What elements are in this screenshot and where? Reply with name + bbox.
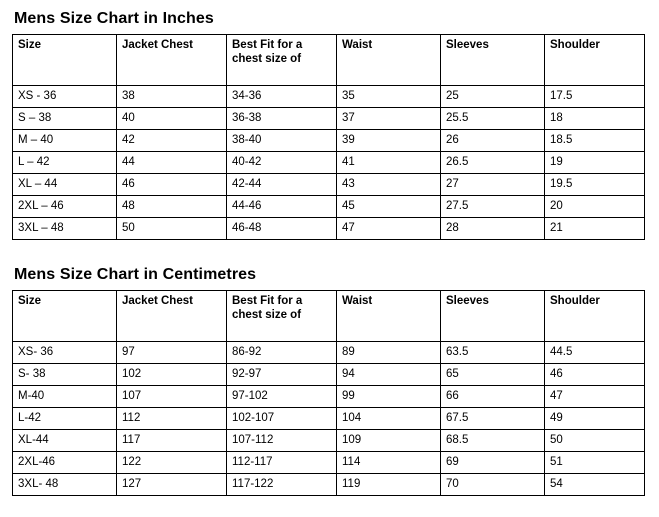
column-header-best-fit: Best Fit for a chest size of [227, 35, 337, 86]
table-row [13, 430, 645, 452]
table-row [13, 152, 645, 174]
cell-best-fit: 40-42 [227, 152, 337, 174]
cell-jacket-chest: 97 [117, 342, 227, 364]
cell-jacket-chest: 107 [117, 386, 227, 408]
cell-sleeves: 26 [441, 130, 545, 152]
cell-waist: 114 [337, 452, 441, 474]
cell-waist: 41 [337, 152, 441, 174]
table-header-row [13, 291, 645, 342]
cell-sleeves: 69 [441, 452, 545, 474]
table-row [13, 452, 645, 474]
cell-shoulder: 44.5 [545, 342, 645, 364]
cell-size: M – 40 [13, 130, 117, 152]
cell-jacket-chest: 46 [117, 174, 227, 196]
column-header-best-fit: Best Fit for a chest size of [227, 291, 337, 342]
cell-jacket-chest: 112 [117, 408, 227, 430]
cell-shoulder: 20 [545, 196, 645, 218]
cell-sleeves: 26.5 [441, 152, 545, 174]
cell-size: XL-44 [13, 430, 117, 452]
cell-jacket-chest: 42 [117, 130, 227, 152]
cell-size: 2XL-46 [13, 452, 117, 474]
cell-shoulder: 19 [545, 152, 645, 174]
cell-best-fit: 44-46 [227, 196, 337, 218]
cell-waist: 43 [337, 174, 441, 196]
cell-best-fit: 112-117 [227, 452, 337, 474]
cell-sleeves: 67.5 [441, 408, 545, 430]
cell-size: 3XL – 48 [13, 218, 117, 240]
cell-waist: 99 [337, 386, 441, 408]
cell-shoulder: 19.5 [545, 174, 645, 196]
cell-size: 3XL- 48 [13, 474, 117, 496]
cell-best-fit: 46-48 [227, 218, 337, 240]
page-title-centimetres: Mens Size Chart in Centimetres [14, 266, 257, 283]
column-header-jacket-chest: Jacket Chest [117, 35, 227, 86]
cell-waist: 94 [337, 364, 441, 386]
size-chart-centimetres-section [12, 266, 649, 496]
column-header-sleeves: Sleeves [441, 291, 545, 342]
cell-sleeves: 63.5 [441, 342, 545, 364]
column-header-shoulder: Shoulder [545, 291, 645, 342]
cell-sleeves: 25.5 [441, 108, 545, 130]
table-row [13, 86, 645, 108]
cell-waist: 89 [337, 342, 441, 364]
table-row [13, 130, 645, 152]
cell-size: L-42 [13, 408, 117, 430]
table-row [13, 218, 645, 240]
cell-size: S- 38 [13, 364, 117, 386]
cell-jacket-chest: 50 [117, 218, 227, 240]
cell-size: 2XL – 46 [13, 196, 117, 218]
column-header-shoulder: Shoulder [545, 35, 645, 86]
cell-size: XS- 36 [13, 342, 117, 364]
column-header-size: Size [13, 291, 117, 342]
size-chart-centimetres-table [12, 290, 645, 496]
cell-shoulder: 17.5 [545, 86, 645, 108]
cell-best-fit: 34-36 [227, 86, 337, 108]
cell-shoulder: 50 [545, 430, 645, 452]
cell-jacket-chest: 122 [117, 452, 227, 474]
table-row [13, 342, 645, 364]
table-row [13, 196, 645, 218]
cell-jacket-chest: 117 [117, 430, 227, 452]
page-title-inches: Mens Size Chart in Inches [14, 10, 214, 27]
table-row [13, 364, 645, 386]
column-header-jacket-chest: Jacket Chest [117, 291, 227, 342]
cell-shoulder: 47 [545, 386, 645, 408]
cell-sleeves: 70 [441, 474, 545, 496]
cell-best-fit: 102-107 [227, 408, 337, 430]
table-row [13, 474, 645, 496]
cell-size: XS - 36 [13, 86, 117, 108]
cell-shoulder: 21 [545, 218, 645, 240]
table-row [13, 408, 645, 430]
column-header-size: Size [13, 35, 117, 86]
cell-jacket-chest: 48 [117, 196, 227, 218]
table-row [13, 108, 645, 130]
size-chart-inches-table [12, 34, 645, 240]
table-row [13, 174, 645, 196]
cell-sleeves: 65 [441, 364, 545, 386]
size-chart-inches-section [12, 10, 649, 240]
cell-best-fit: 36-38 [227, 108, 337, 130]
cell-waist: 119 [337, 474, 441, 496]
cell-waist: 37 [337, 108, 441, 130]
cell-best-fit: 107-112 [227, 430, 337, 452]
cell-jacket-chest: 127 [117, 474, 227, 496]
column-header-sleeves: Sleeves [441, 35, 545, 86]
cell-jacket-chest: 38 [117, 86, 227, 108]
cell-sleeves: 28 [441, 218, 545, 240]
cell-sleeves: 25 [441, 86, 545, 108]
cell-jacket-chest: 40 [117, 108, 227, 130]
cell-size: XL – 44 [13, 174, 117, 196]
cell-waist: 39 [337, 130, 441, 152]
cell-best-fit: 86-92 [227, 342, 337, 364]
cell-best-fit: 42-44 [227, 174, 337, 196]
section-divider [12, 240, 649, 262]
cell-best-fit: 117-122 [227, 474, 337, 496]
cell-sleeves: 68.5 [441, 430, 545, 452]
cell-shoulder: 18 [545, 108, 645, 130]
cell-jacket-chest: 102 [117, 364, 227, 386]
cell-sleeves: 66 [441, 386, 545, 408]
cell-shoulder: 46 [545, 364, 645, 386]
cell-shoulder: 18.5 [545, 130, 645, 152]
cell-best-fit: 97-102 [227, 386, 337, 408]
cell-best-fit: 38-40 [227, 130, 337, 152]
cell-shoulder: 51 [545, 452, 645, 474]
cell-waist: 109 [337, 430, 441, 452]
cell-size: L – 42 [13, 152, 117, 174]
cell-size: M-40 [13, 386, 117, 408]
cell-best-fit: 92-97 [227, 364, 337, 386]
table-header-row [13, 35, 645, 86]
cell-shoulder: 54 [545, 474, 645, 496]
cell-size: S – 38 [13, 108, 117, 130]
cell-waist: 47 [337, 218, 441, 240]
cell-waist: 104 [337, 408, 441, 430]
cell-waist: 35 [337, 86, 441, 108]
column-header-waist: Waist [337, 35, 441, 86]
column-header-waist: Waist [337, 291, 441, 342]
cell-shoulder: 49 [545, 408, 645, 430]
cell-sleeves: 27.5 [441, 196, 545, 218]
cell-jacket-chest: 44 [117, 152, 227, 174]
cell-waist: 45 [337, 196, 441, 218]
table-row [13, 386, 645, 408]
cell-sleeves: 27 [441, 174, 545, 196]
